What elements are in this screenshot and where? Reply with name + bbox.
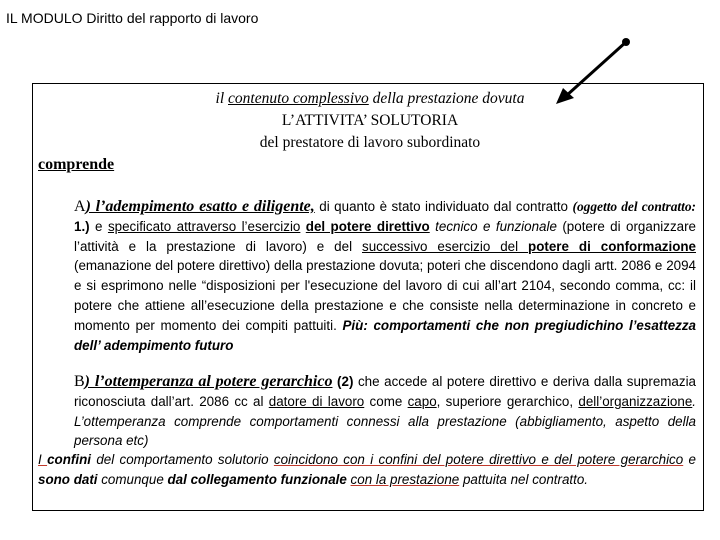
para-c-i: I xyxy=(38,452,48,467)
para-a-conformation: potere di conformazione xyxy=(528,238,696,254)
para-b-text-1: che accede al potere direttivo e deriva dalla supremazia riconosciuta dall’art. 2086 cc al xyxy=(74,374,696,409)
header-line-2: L’ATTIVITA’ SOLUTORIA xyxy=(281,112,459,129)
para-a-and: e xyxy=(89,218,108,234)
para-a-directive: del potere direttivo xyxy=(305,218,430,234)
para-c-link: dal collegamento funzionale xyxy=(167,471,347,487)
para-b-heading: ) l’ottemperanza al potere gerarchico xyxy=(84,373,333,390)
para-b-organization: dell’organizzazione xyxy=(578,393,693,409)
para-a-specified: specificato attraverso l’esercizio xyxy=(107,218,301,234)
header-line-1b: contenuto complessivo xyxy=(228,90,369,107)
para-a-more: Più: comportamenti che non pregiudichino l’esattezza dell’ adempimento futuro xyxy=(74,317,696,353)
para-a-text-3: (emanazione del potere direttivo) della prestazione dovuta; poteri che discendono dagli artt. 2086 e 2094 e si esprimono nelle “disposizioni per l'esecuzione del lavoro di cui all’art 2104, secondo comma, cc: il potere che attiene all’esecuzione della prestazione e che consiste nella determinazione in concreto e momento per momento dei compiti pattuiti. xyxy=(74,258,696,333)
arrow-tail-dot xyxy=(622,38,630,46)
header-line-3: del prestatore di lavoro subordinato xyxy=(259,134,481,151)
para-a-object: (oggetto del contratto: xyxy=(572,199,697,214)
paragraph-a xyxy=(74,197,696,355)
header-line-1c: della prestazione dovuta xyxy=(368,90,525,107)
para-b-employer: datore di lavoro xyxy=(268,393,365,409)
para-c-are-given: sono dati xyxy=(38,471,98,487)
paragraph-b xyxy=(74,372,696,451)
para-a-heading: ) l’adempimento esatto e diligente, xyxy=(85,198,315,215)
para-a-letter: A xyxy=(74,198,86,215)
para-c-and: e xyxy=(683,452,696,467)
para-b-letter: B xyxy=(74,373,85,390)
para-c-text-2: pattuita nel contratto. xyxy=(459,471,589,487)
para-c-anyway: comunque xyxy=(97,471,168,487)
paragraph-c xyxy=(38,450,696,490)
para-c-text-1: del comportamento solutorio xyxy=(90,452,274,467)
para-b-text-2: . L’ottemperanza comprende comportamenti connessi alla prestazione (abbigliamento, aspetto della persona etc) xyxy=(74,393,697,449)
para-a-technical: tecnico e funzionale xyxy=(429,218,557,234)
header-line-1 xyxy=(10,90,720,108)
slide-title: IL MODULO Diritto del rapporto di lavoro xyxy=(6,10,259,26)
para-b-superior: , superiore gerarchico, xyxy=(436,393,579,409)
para-c-confini: confini xyxy=(47,452,91,467)
para-b-head: capo xyxy=(407,393,437,409)
para-b-num: (2) xyxy=(332,374,354,389)
para-a-text-1: di quanto è stato individuato dal contratto xyxy=(314,199,573,214)
para-c-coincide: coincidono con i confini del potere direttivo e del potere gerarchico xyxy=(273,452,684,467)
para-a-num: 1.) xyxy=(74,218,90,234)
header-line-1a: il xyxy=(215,90,229,107)
comprende-label: comprende xyxy=(38,156,115,173)
para-a-text-2: (potere di organizzare l’attività e la prestazione di lavoro) e del xyxy=(74,218,696,254)
para-b-as: come xyxy=(364,393,408,409)
para-c-with-performance: con la prestazione xyxy=(350,471,460,487)
para-a-successive: successivo esercizio del xyxy=(362,238,529,254)
